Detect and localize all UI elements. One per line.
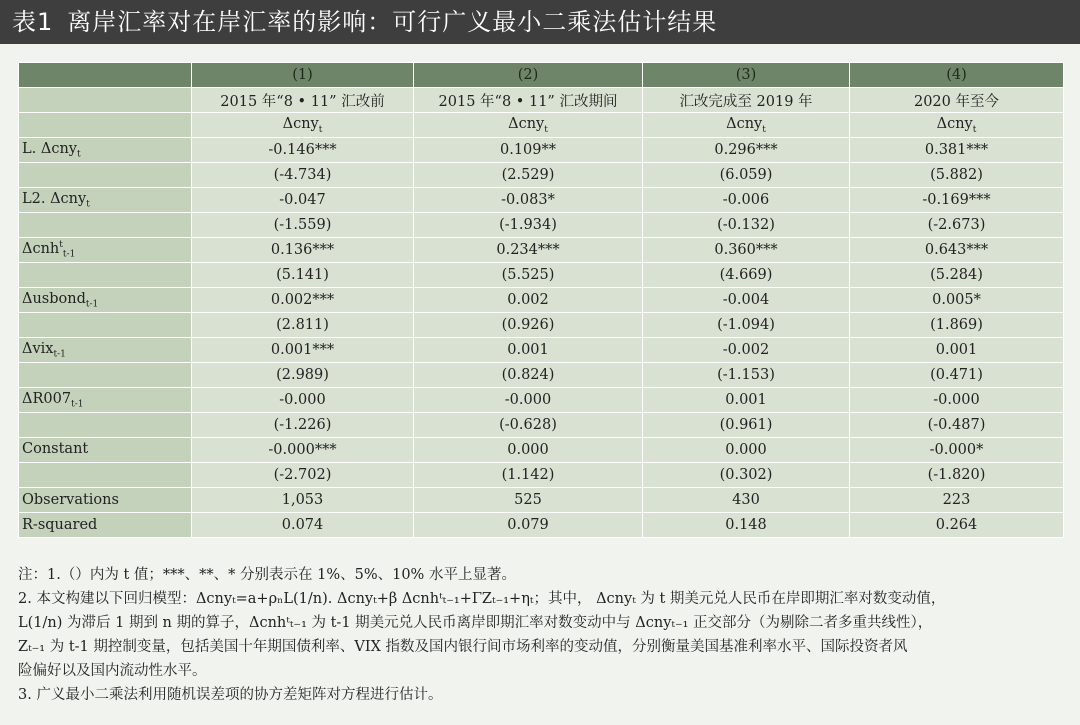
tstat-value: (2.529) [414, 163, 643, 188]
tstat-value: (5.882) [850, 163, 1064, 188]
coef-row [19, 338, 1064, 363]
table-number: 表1 [12, 8, 54, 36]
coef-value: 0.000 [414, 438, 643, 463]
row-label-empty [19, 163, 192, 188]
header-row-depvar [19, 113, 1064, 138]
coef-row [19, 238, 1064, 263]
tstat-row [19, 463, 1064, 488]
tstat-value: (-1.094) [643, 313, 850, 338]
tstat-value: (-1.559) [192, 213, 414, 238]
tstat-row [19, 263, 1064, 288]
coef-value: 0.360*** [643, 238, 850, 263]
tstat-row [19, 363, 1064, 388]
coef-value: -0.000 [414, 388, 643, 413]
coef-value: 0.296*** [643, 138, 850, 163]
coef-value: -0.000 [192, 388, 414, 413]
tstat-value: (-4.734) [192, 163, 414, 188]
obs-value: 430 [643, 488, 850, 513]
row-label-empty [19, 363, 192, 388]
dep-var: Δcny$_t$ [414, 113, 643, 138]
coef-value: -0.000*** [192, 438, 414, 463]
row-label: R-squared [19, 513, 192, 538]
row-label-empty [19, 213, 192, 238]
tstat-value: (-1.226) [192, 413, 414, 438]
coef-value: 0.109** [414, 138, 643, 163]
note-line: 3. 广义最小二乘法利用随机误差项的协方差矩阵对方程进行估计。 [18, 687, 443, 703]
col-number: (4) [850, 63, 1064, 88]
coef-row [19, 138, 1064, 163]
tstat-value: (0.471) [850, 363, 1064, 388]
coef-value: -0.000 [850, 388, 1064, 413]
obs-value: 223 [850, 488, 1064, 513]
coef-value: 0.002*** [192, 288, 414, 313]
tstat-value: (0.926) [414, 313, 643, 338]
rsquared-row [19, 513, 1064, 538]
tstat-row [19, 213, 1064, 238]
header-corner [19, 63, 192, 88]
row-label: Δvix$_{t-1}$ [19, 338, 192, 363]
row-label: $\Delta R007_{t-1}$ [19, 388, 192, 413]
col-period: 2015 年“8 • 11” 汇改前 [192, 88, 414, 113]
coef-value: 0.001*** [192, 338, 414, 363]
row-label: L2. Δcny$_t$ [19, 188, 192, 213]
tstat-value: (4.669) [643, 263, 850, 288]
dep-var: Δcny$_t$ [192, 113, 414, 138]
coef-value: 0.000 [643, 438, 850, 463]
tstat-value: (-2.673) [850, 213, 1064, 238]
coef-value: 0.001 [414, 338, 643, 363]
tstat-value: (5.284) [850, 263, 1064, 288]
col-period: 2020 年至今 [850, 88, 1064, 113]
coef-row [19, 388, 1064, 413]
coef-value: 0.002 [414, 288, 643, 313]
row-label: Constant [19, 438, 192, 463]
header-row-numbers [19, 63, 1064, 88]
row-label: Δusbond$_{t-1}$ [19, 288, 192, 313]
table-notes [18, 563, 1063, 707]
coef-row [19, 288, 1064, 313]
tstat-value: (2.811) [192, 313, 414, 338]
note-line: Zₜ₋₁ 为 t-1 期控制变量，包括美国十年期国债利率、VIX 指数及国内银行间市场利率的变动值，分别衡量美国基准利率水平、国际投资者风 [18, 639, 908, 655]
coef-value: -0.006 [643, 188, 850, 213]
coef-value: 0.001 [850, 338, 1064, 363]
coef-value: 0.136*** [192, 238, 414, 263]
tstat-value: (5.525) [414, 263, 643, 288]
coef-value: 0.001 [643, 388, 850, 413]
coef-value: 0.643*** [850, 238, 1064, 263]
tstat-value: (0.824) [414, 363, 643, 388]
tstat-value: (-1.934) [414, 213, 643, 238]
col-number: (1) [192, 63, 414, 88]
coef-value: 0.005* [850, 288, 1064, 313]
tstat-value: (-0.132) [643, 213, 850, 238]
r2-value: 0.148 [643, 513, 850, 538]
table-title: 离岸汇率对在岸汇率的影响：可行广义最小二乘法估计结果 [67, 8, 718, 36]
tstat-value: (-1.153) [643, 363, 850, 388]
tstat-value: (-0.487) [850, 413, 1064, 438]
results-table [18, 62, 1064, 538]
col-period: 2015 年“8 • 11” 汇改期间 [414, 88, 643, 113]
tstat-value: (-1.820) [850, 463, 1064, 488]
tstat-value: (-2.702) [192, 463, 414, 488]
tstat-value: (0.961) [643, 413, 850, 438]
note-line: L(1/n) 为滞后 1 期到 n 期的算子，Δcnhᵗₜ₋₁ 为 t-1 期美元兑人民币离岸即期汇率对数变动中与 Δcnyₜ₋₁ 正交部分（为剔除二者多重共线性）， [18, 615, 933, 631]
row-label: L. Δcny$_t$ [19, 138, 192, 163]
col-number: (3) [643, 63, 850, 88]
tstat-row [19, 313, 1064, 338]
dep-var: Δcny$_t$ [850, 113, 1064, 138]
coef-value: -0.000* [850, 438, 1064, 463]
header-row-periods [19, 88, 1064, 113]
dep-var: Δcny$_t$ [643, 113, 850, 138]
observations-row [19, 488, 1064, 513]
coef-value: -0.083* [414, 188, 643, 213]
note-line: 注：1.（）内为 t 值；***、**、* 分别表示在 1%、5%、10% 水平上显著。 [18, 567, 516, 583]
row-label-empty [19, 313, 192, 338]
coef-value: 0.381*** [850, 138, 1064, 163]
coef-value: -0.169*** [850, 188, 1064, 213]
tstat-value: (-0.628) [414, 413, 643, 438]
row-label-empty [19, 463, 192, 488]
row-label: Observations [19, 488, 192, 513]
row-label: Δcnh$^t_{t-1}$ [19, 238, 192, 263]
tstat-value: (2.989) [192, 363, 414, 388]
row-label-empty [19, 413, 192, 438]
coef-row [19, 438, 1064, 463]
coef-value: 0.234*** [414, 238, 643, 263]
note-line: 险偏好以及国内流动性水平。 [18, 663, 207, 679]
coef-row [19, 188, 1064, 213]
obs-value: 525 [414, 488, 643, 513]
col-number: (2) [414, 63, 643, 88]
tstat-value: (1.142) [414, 463, 643, 488]
tstat-value: (6.059) [643, 163, 850, 188]
coef-value: -0.047 [192, 188, 414, 213]
note-line: 2. 本文构建以下回归模型：Δcnyₜ=a+ρₙL(1/n). Δcnyₜ+β Δcnhᵗₜ₋₁+ΓZₜ₋₁+ηₜ；其中， Δcnyₜ 为 t 期美元兑人民币在岸即期汇率对数变动值， [18, 591, 946, 607]
tstat-value: (5.141) [192, 263, 414, 288]
tstat-row [19, 413, 1064, 438]
col-period: 汇改完成至 2019 年 [643, 88, 850, 113]
r2-value: 0.264 [850, 513, 1064, 538]
tstat-row [19, 163, 1064, 188]
header-corner [19, 113, 192, 138]
row-label-empty [19, 263, 192, 288]
coef-value: -0.146*** [192, 138, 414, 163]
r2-value: 0.079 [414, 513, 643, 538]
table-title-bar [0, 0, 1080, 44]
tstat-value: (0.302) [643, 463, 850, 488]
coef-value: -0.004 [643, 288, 850, 313]
tstat-value: (1.869) [850, 313, 1064, 338]
header-corner [19, 88, 192, 113]
coef-value: -0.002 [643, 338, 850, 363]
obs-value: 1,053 [192, 488, 414, 513]
r2-value: 0.074 [192, 513, 414, 538]
